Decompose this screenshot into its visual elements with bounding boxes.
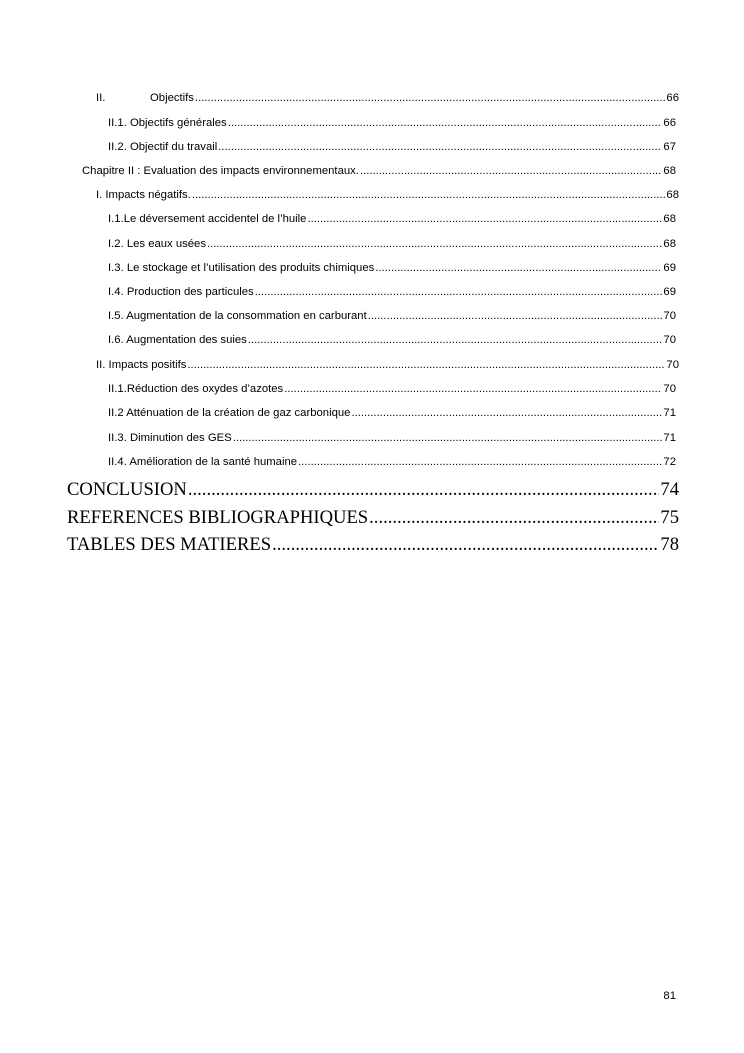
toc-entry-sante-humaine[interactable] — [108, 454, 676, 470]
toc-entry-objectif-travail[interactable] — [108, 139, 676, 155]
toc-entry-carburant[interactable] — [108, 308, 676, 324]
toc-leader-dots — [207, 236, 662, 252]
toc-entry-page: 70 — [666, 359, 679, 371]
toc-entry-label: REFERENCES BIBLIOGRAPHIQUES — [67, 507, 369, 528]
toc-entry-label: I.6. Augmentation des suies — [108, 334, 247, 346]
toc-entry-page: 75 — [660, 507, 679, 528]
toc-entry-oxydes-azotes[interactable] — [108, 381, 676, 397]
toc-entry-particules[interactable] — [108, 284, 676, 300]
toc-entry-suies[interactable] — [108, 332, 676, 348]
toc-entry-page: 78 — [660, 534, 679, 555]
toc-leader-dots — [228, 115, 663, 131]
toc-entry-label: I.3. Le stockage et l’utilisation des produits chimiques — [108, 262, 375, 274]
toc-entry-deversement[interactable] — [108, 211, 676, 227]
toc-entry-page: 72 — [663, 456, 676, 468]
toc-leader-dots — [195, 90, 665, 106]
toc-entry-label: I.1.Le déversement accidentel de l’huile — [108, 213, 307, 225]
toc-entry-page: 68 — [663, 213, 676, 225]
toc-leader-dots — [188, 478, 660, 502]
toc-entry-label: II.2 Atténuation de la création de gaz carbonique — [108, 407, 351, 419]
page-number: 81 — [663, 990, 676, 1002]
toc-entry-page: 70 — [663, 383, 676, 395]
toc-entry-page: 70 — [663, 310, 676, 322]
toc-entry-label: TABLES DES MATIERES — [67, 534, 272, 555]
toc-entry-number: II. — [96, 92, 106, 104]
toc-entry-label: Objectifs — [150, 92, 194, 104]
toc-entry-page: 66 — [666, 92, 679, 104]
toc-entry-page: 68 — [663, 165, 676, 177]
toc-leader-dots — [351, 405, 662, 421]
toc-entry-label: I. Impacts négatifs. — [96, 189, 191, 201]
toc-entry-references[interactable] — [67, 506, 679, 530]
toc-entry-impacts-negatifs[interactable] — [96, 187, 679, 203]
toc-entry-objectifs[interactable] — [96, 90, 679, 106]
toc-entry-conclusion[interactable] — [67, 478, 679, 502]
toc-entry-label: I.2. Les eaux usées — [108, 238, 206, 250]
toc-leader-dots — [284, 381, 662, 397]
toc-entry-label: II.1. Objectifs générales — [108, 117, 227, 129]
toc-leader-dots — [255, 284, 663, 300]
toc-entry-label: II.4. Amélioration de la santé humaine — [108, 456, 298, 468]
toc-entry-page: 69 — [663, 286, 676, 298]
toc-entry-label: II.2. Objectif du travail — [108, 141, 218, 153]
toc-leader-dots — [233, 430, 663, 446]
toc-entry-page: 67 — [663, 141, 676, 153]
toc-entry-page: 66 — [663, 117, 676, 129]
toc-entry-label: II.3. Diminution des GES — [108, 432, 232, 444]
toc-entry-gaz-carbonique[interactable] — [108, 405, 676, 421]
toc-entry-page: 74 — [660, 479, 679, 500]
toc-entry-label: II. Impacts positifs — [96, 359, 187, 371]
toc-entry-objectifs-generales[interactable] — [108, 115, 676, 131]
toc-entry-label: II.1.Réduction des oxydes d’azotes — [108, 383, 284, 395]
toc-leader-dots — [272, 533, 659, 557]
toc-entry-page: 70 — [663, 334, 676, 346]
toc-entry-page: 71 — [663, 432, 676, 444]
toc-entry-chapitre-2[interactable] — [82, 163, 676, 179]
toc-entry-page: 69 — [663, 262, 676, 274]
toc-leader-dots — [307, 211, 662, 227]
toc-leader-dots — [248, 332, 663, 348]
toc-entry-page: 71 — [663, 407, 676, 419]
toc-leader-dots — [218, 139, 662, 155]
toc-leader-dots — [192, 187, 666, 203]
toc-entry-page: 68 — [663, 238, 676, 250]
toc-entry-label: Chapitre II : Evaluation des impacts environnementaux. — [82, 165, 359, 177]
toc-leader-dots — [368, 308, 663, 324]
toc-entry-eaux-usees[interactable] — [108, 236, 676, 252]
toc-entry-label: I.4. Production des particules — [108, 286, 254, 298]
toc-entry-label: CONCLUSION — [67, 479, 187, 500]
toc-leader-dots — [369, 506, 659, 530]
toc-entry-impacts-positifs[interactable] — [96, 357, 679, 373]
toc-entry-label: I.5. Augmentation de la consommation en carburant — [108, 310, 367, 322]
toc-leader-dots — [187, 357, 665, 373]
toc-entry-ges[interactable] — [108, 430, 676, 446]
toc-entry-tables[interactable] — [67, 533, 679, 557]
toc-entry-page: 68 — [666, 189, 679, 201]
toc-leader-dots — [360, 163, 662, 179]
toc-leader-dots — [298, 454, 662, 470]
toc-entry-stockage[interactable] — [108, 260, 676, 276]
toc-leader-dots — [375, 260, 662, 276]
